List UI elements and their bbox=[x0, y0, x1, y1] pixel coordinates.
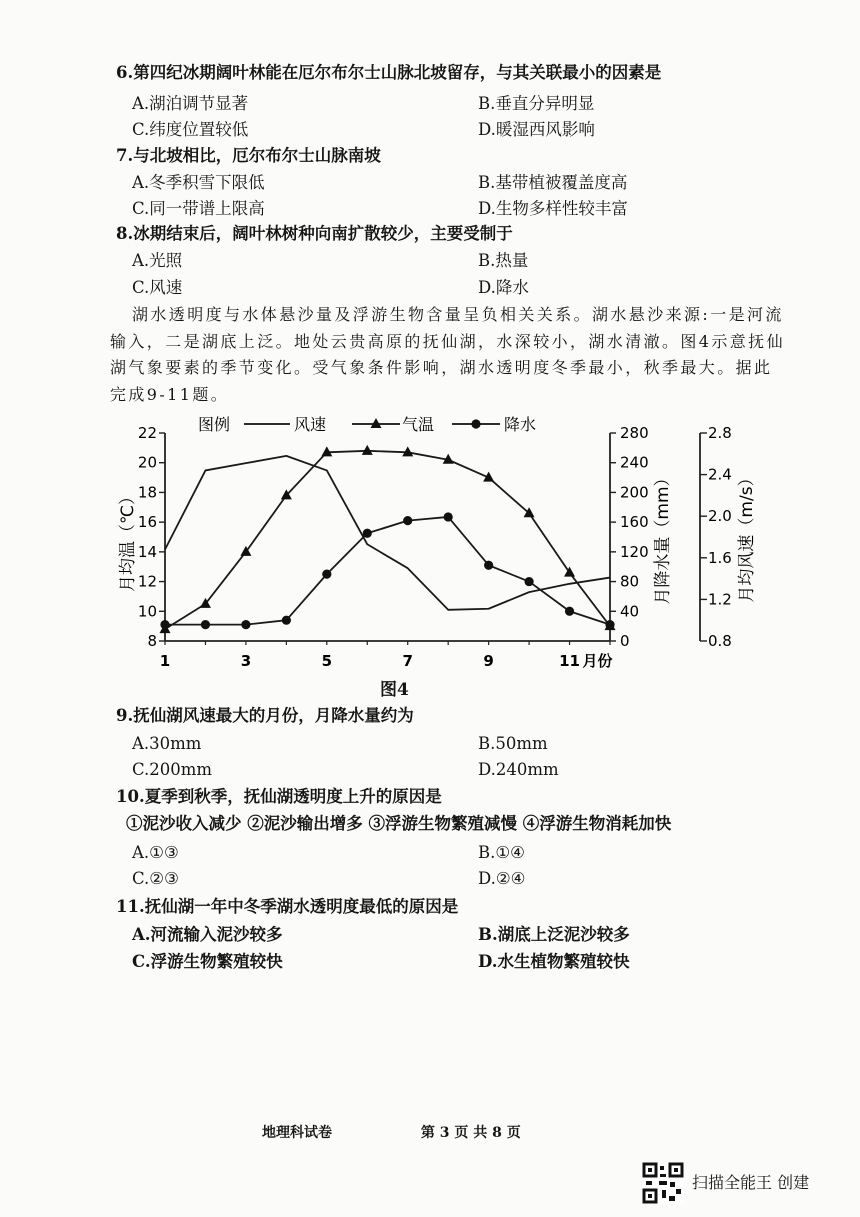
q7-stem: 7.与北坡相比，厄尔布尔士山脉南坡 bbox=[116, 146, 381, 165]
q6-option-c: C.纬度位置较低 bbox=[132, 120, 249, 139]
q9-stem: 9.抚仙湖风速最大的月份，月降水量约为 bbox=[116, 706, 414, 725]
precipitation-tick-label: 160 bbox=[620, 513, 649, 532]
precipitation-point bbox=[565, 607, 574, 616]
reading-passage: 湖水透明度与水体悬沙量及浮游生物含量呈负相关关系。湖水悬沙来源:一是河流输入，二是湖底上泛。地处云贵高原的抚仙湖，水深较小，湖水清澈。图4示意抚仙湖气象要素的季节变化。受气象条件影响，湖水透明度冬季最小，秋季最大。据此完成9-11题。 bbox=[110, 305, 785, 404]
q7-option-d: D.生物多样性较丰富 bbox=[478, 199, 628, 218]
temperature-tick-label: 20 bbox=[137, 453, 157, 472]
q7-option-b: B.基带植被覆盖度高 bbox=[478, 173, 628, 192]
wind-tick-label: 2.0 bbox=[708, 507, 732, 526]
q9-option-b: B.50mm bbox=[478, 734, 548, 753]
temperature-tick-label: 14 bbox=[137, 542, 157, 561]
temperature-tick-label: 16 bbox=[137, 513, 157, 532]
precipitation-point bbox=[282, 616, 291, 625]
temperature-tick-label: 12 bbox=[137, 572, 157, 591]
q11-option-d: D.水生植物繁殖较快 bbox=[478, 952, 630, 971]
precipitation-point bbox=[403, 516, 412, 525]
q11-stem: 11.抚仙湖一年中冬季湖水透明度最低的原因是 bbox=[116, 897, 459, 916]
precipitation-point bbox=[160, 620, 169, 629]
q9-option-d: D.240mm bbox=[478, 760, 559, 779]
legend-temperature-label: 气温 bbox=[402, 415, 435, 434]
x-tick-label: 1 bbox=[159, 652, 171, 670]
temperature-tick-label: 22 bbox=[137, 424, 157, 442]
x-axis-label: 月份 bbox=[582, 652, 613, 670]
x-tick-label: 11 bbox=[559, 652, 580, 670]
x-tick-label: 7 bbox=[402, 652, 413, 670]
q6-option-b: B.垂直分异明显 bbox=[478, 94, 595, 113]
legend-temperature-marker bbox=[371, 418, 382, 428]
legend-precipitation-marker bbox=[471, 419, 480, 428]
precipitation-tick-label: 240 bbox=[620, 453, 649, 472]
x-tick-label: 9 bbox=[483, 652, 494, 670]
precipitation-tick-label: 0 bbox=[620, 632, 630, 650]
wind-tick-label: 0.8 bbox=[708, 632, 732, 650]
temperature-point bbox=[362, 445, 373, 455]
q10-statements: ①泥沙收入减少 ②泥沙输出增多 ③浮游生物繁殖减慢 ④浮游生物消耗加快 bbox=[126, 814, 672, 833]
temperature-axis-title: 月均温（℃） bbox=[118, 487, 138, 593]
temperature-tick-label: 8 bbox=[147, 632, 157, 650]
precipitation-tick-label: 280 bbox=[620, 424, 649, 442]
precipitation-axis-title: 月降水量（mm） bbox=[653, 469, 673, 605]
temperature-tick-label: 18 bbox=[137, 483, 157, 502]
q8-option-c: C.风速 bbox=[132, 278, 183, 297]
page-footer bbox=[262, 1122, 535, 1142]
figure-caption: 图4 bbox=[380, 680, 409, 700]
precipitation-point bbox=[241, 620, 250, 629]
q10-stem: 10.夏季到秋季，抚仙湖透明度上升的原因是 bbox=[116, 787, 442, 806]
precipitation-point bbox=[484, 561, 493, 570]
x-tick-label: 5 bbox=[321, 652, 333, 670]
q11-option-b: B.湖底上泛泥沙较多 bbox=[478, 925, 630, 944]
q10-option-c: C.②③ bbox=[132, 869, 179, 888]
q10-option-a: A.①③ bbox=[132, 843, 179, 862]
footer-page-number: 第 3 页 共 8 页 bbox=[420, 1125, 521, 1141]
wind-tick-label: 1.6 bbox=[708, 548, 732, 567]
footer-subject: 地理科试卷 bbox=[262, 1125, 332, 1141]
q10-option-d: D.②④ bbox=[478, 869, 526, 888]
q6-option-a: A.湖泊调节显著 bbox=[132, 94, 249, 113]
qr-code-icon bbox=[642, 1162, 684, 1204]
wind-tick-label: 1.2 bbox=[708, 590, 732, 609]
q8-stem: 8.冰期结束后，阔叶林树种向南扩散较少，主要受制于 bbox=[116, 224, 513, 243]
wind-axis-title: 月均风速（m/s） bbox=[737, 469, 757, 603]
wind-tick-label: 2.4 bbox=[708, 465, 732, 484]
q7-option-c: C.同一带谱上限高 bbox=[132, 199, 265, 218]
precipitation-tick-label: 80 bbox=[620, 572, 640, 591]
q6-stem: 6.第四纪冰期阔叶林能在厄尔布尔士山脉北坡留存，与其关联最小的因素是 bbox=[116, 63, 662, 82]
precipitation-point bbox=[605, 620, 614, 629]
temperature-tick-label: 10 bbox=[137, 602, 157, 621]
q8-option-d: D.降水 bbox=[478, 278, 529, 297]
precipitation-tick-label: 200 bbox=[620, 483, 649, 502]
q7-option-a: A.冬季积雪下限低 bbox=[132, 173, 265, 192]
series-line-气温 bbox=[165, 451, 610, 629]
precipitation-point bbox=[524, 577, 533, 586]
q9-option-c: C.200mm bbox=[132, 760, 213, 779]
wind-tick-label: 2.8 bbox=[708, 424, 732, 442]
scanner-watermark: 扫描全能王 创建 bbox=[692, 1173, 810, 1192]
precipitation-tick-label: 120 bbox=[620, 542, 649, 561]
precipitation-point bbox=[363, 529, 372, 538]
q10-option-b: B.①④ bbox=[478, 843, 525, 862]
q9-option-a: A.30mm bbox=[132, 734, 202, 753]
legend-wind-label: 风速 bbox=[294, 415, 327, 434]
legend-title: 图例 bbox=[198, 415, 231, 434]
q11-option-a: A.河流输入泥沙较多 bbox=[132, 925, 283, 944]
q6-option-d: D.暖湿西风影响 bbox=[478, 120, 595, 139]
q11-option-c: C.浮游生物繁殖较快 bbox=[132, 952, 283, 971]
precipitation-point bbox=[322, 570, 331, 579]
legend-precipitation-label: 降水 bbox=[504, 415, 537, 434]
precipitation-point bbox=[444, 512, 453, 521]
q8-option-a: A.光照 bbox=[132, 251, 183, 270]
x-tick-label: 3 bbox=[240, 652, 252, 670]
precipitation-point bbox=[201, 620, 210, 629]
q8-option-b: B.热量 bbox=[478, 251, 529, 270]
precipitation-tick-label: 40 bbox=[620, 602, 640, 621]
